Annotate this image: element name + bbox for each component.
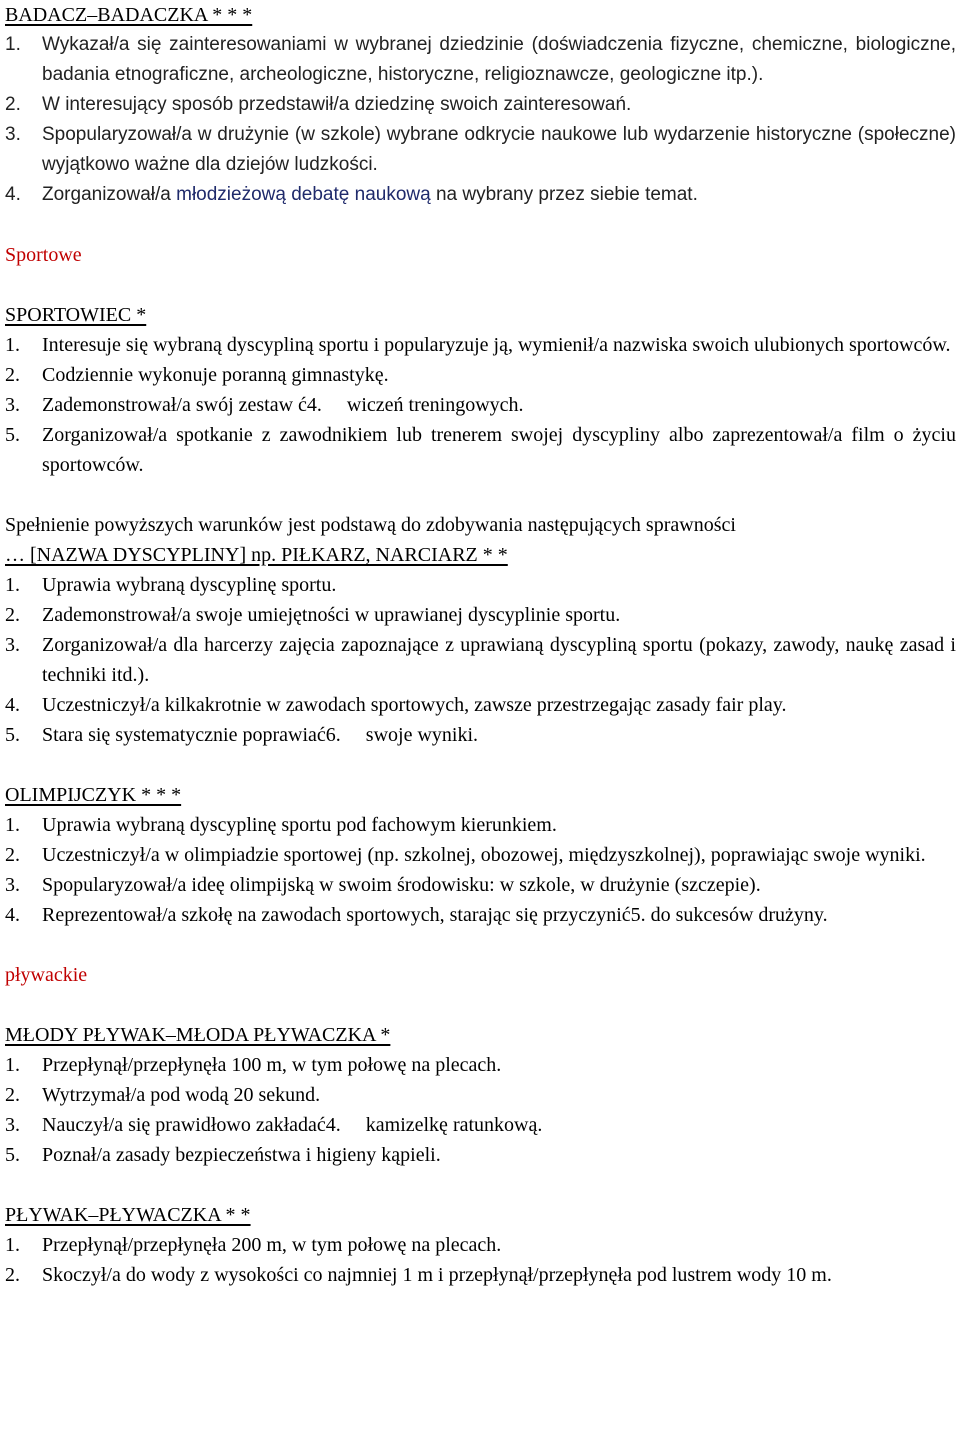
list-item: [5, 720, 956, 750]
item-text: Uprawia wybraną dyscyplinę sportu.: [42, 574, 337, 596]
item-number: 5.: [5, 724, 20, 746]
item-text-part: na wybrany przez siebie temat.: [430, 184, 698, 205]
list-item: [5, 810, 956, 840]
plywak-requirements: [5, 1230, 956, 1290]
sportowiec-section-header: [5, 300, 956, 330]
item-number: 1.: [5, 334, 20, 356]
spacer: [5, 930, 956, 960]
item-number: 4.: [5, 904, 20, 926]
item-number: 2.: [5, 844, 20, 866]
item-text: Codziennie wykonuje poranną gimnastykę.: [42, 364, 389, 386]
list-item: [5, 840, 956, 870]
item-text: Wytrzymał/a pod wodą 20 sekund.: [42, 1084, 321, 1106]
item-number: 1.: [5, 1054, 20, 1076]
item-text: Zorganizował/a spotkanie z zawodnikiem lub trenerem swojej dyscypliny albo zaprezentował/a film o życiu sportowców.: [42, 424, 956, 476]
item-text: Nauczył/a się prawidłowo zakładać4. kamizelkę ratunkową.: [42, 1114, 543, 1136]
item-text: Zademonstrował/a swój zestaw ć4. wiczeń treningowych.: [42, 394, 524, 416]
item-number: 2.: [5, 94, 21, 115]
item-number: 2.: [5, 604, 20, 626]
list-item: [5, 180, 956, 210]
badacz-section-header: [5, 0, 956, 30]
item-text: Interesuje się wybraną dyscypliną sportu i popularyzuje ją, wymienił/a nazwiska swoich ulubionych sportowców.: [42, 334, 951, 356]
list-item: [5, 420, 956, 480]
conditions-note: Spełnienie powyższych warunków jest podstawą do zdobywania następujących sprawności: [5, 514, 736, 536]
item-number: 5.: [5, 1144, 20, 1166]
olimpijczyk-requirements: [5, 810, 956, 930]
list-item: [5, 1230, 956, 1260]
list-item: [5, 1140, 956, 1170]
item-number: 2.: [5, 1084, 20, 1106]
list-item: [5, 690, 956, 720]
list-item: [5, 900, 956, 930]
mlody-plywak-requirements: [5, 1050, 956, 1170]
dyscyplina-requirements: [5, 570, 956, 750]
item-number: 5.: [5, 424, 20, 446]
item-text: Skoczył/a do wody z wysokości co najmniej 1 m i przepłynął/przepłynęła pod lustrem wody 10 m.: [42, 1264, 832, 1286]
sportowiec-heading: SPORTOWIEC *: [5, 304, 147, 326]
item-text: W interesujący sposób przedstawił/a dziedzinę swoich zainteresowań.: [42, 94, 632, 115]
item-text: Przepłynął/przepłynęła 100 m, w tym połowę na plecach.: [42, 1054, 502, 1076]
item-text: Stara się systematycznie poprawiać6. swoje wyniki.: [42, 724, 478, 746]
list-item: [5, 120, 956, 180]
list-item: [5, 570, 956, 600]
item-text-highlight: młodzieżową debatę naukową: [176, 184, 431, 205]
spacer: [5, 1170, 956, 1200]
item-number: 3.: [5, 124, 21, 145]
list-item: [5, 870, 956, 900]
list-item: [5, 1050, 956, 1080]
item-text: Reprezentował/a szkołę na zawodach sportowych, starając się przyczynić5. do sukcesów drużyny.: [42, 904, 828, 926]
list-item: [5, 90, 956, 120]
olimpijczyk-section-header: [5, 780, 956, 810]
spacer: [5, 270, 956, 300]
item-text: Poznał/a zasady bezpieczeństwa i higieny kąpieli.: [42, 1144, 441, 1166]
list-item: [5, 600, 956, 630]
item-text: Zademonstrował/a swoje umiejętności w uprawianej dyscyplinie sportu.: [42, 604, 621, 626]
item-text: Przepłynął/przepłynęła 200 m, w tym połowę na plecach.: [42, 1234, 502, 1256]
item-text: Spopularyzował/a w drużynie (w szkole) wybrane odkrycie naukowe lub wydarzenie historyczne (społeczne) wyjątkowo ważne dla dziejów ludzkości.: [42, 124, 956, 175]
list-item: [5, 30, 956, 90]
dyscyplina-heading: … [NAZWA DYSCYPLINY] np. PIŁKARZ, NARCIARZ * *: [5, 544, 508, 566]
badacz-heading: BADACZ–BADACZKA * * *: [5, 4, 253, 26]
item-number: 4.: [5, 694, 20, 716]
item-number: 2.: [5, 364, 20, 386]
spacer: [5, 750, 956, 780]
plywak-heading: PŁYWAK–PŁYWACZKA * *: [5, 1204, 251, 1226]
item-text-part: Zorganizował/a: [42, 184, 177, 205]
plywak-section-header: [5, 1200, 956, 1230]
item-text: Wykazał/a się zainteresowaniami w wybranej dziedzinie (doświadczenia fizyczne, chemiczne, biologiczne, badania etnograficzne, archeologiczne, historyczne, religioznawcze, geologiczne itp.).: [42, 34, 956, 85]
item-text: Spopularyzował/a ideę olimpijską w swoim środowisku: w szkole, w drużynie (szczepie).: [42, 874, 761, 896]
item-number: 3.: [5, 874, 20, 896]
olimpijczyk-heading: OLIMPIJCZYK * * *: [5, 784, 182, 806]
category-plywackie: pływackie: [5, 964, 88, 986]
list-item: [5, 1110, 956, 1140]
list-item: [5, 630, 956, 690]
dyscyplina-section-header: [5, 540, 956, 570]
spacer: [5, 480, 956, 510]
list-item: [5, 330, 956, 360]
item-text: Uczestniczył/a w olimpiadzie sportowej (np. szkolnej, obozowej, międzyszkolnej), poprawiając swoje wyniki.: [42, 844, 926, 866]
spacer: [5, 990, 956, 1020]
item-number: 1.: [5, 574, 20, 596]
mlody-plywak-section-header: [5, 1020, 956, 1050]
item-number: 4.: [5, 184, 21, 205]
item-text: Uczestniczył/a kilkakrotnie w zawodach sportowych, zawsze przestrzegając zasady fair play.: [42, 694, 787, 716]
category-sportowe: Sportowe: [5, 244, 82, 266]
sportowiec-requirements: [5, 330, 956, 480]
item-text: Zorganizował/a dla harcerzy zajęcia zapoznające z uprawianą dyscypliną sportu (pokazy, zawody, naukę zasad i techniki itd.).: [42, 634, 956, 686]
list-item: [5, 1080, 956, 1110]
list-item: [5, 360, 956, 390]
item-text: [42, 184, 698, 205]
list-item: [5, 1260, 956, 1290]
item-number: 2.: [5, 1264, 20, 1286]
item-text: Uprawia wybraną dyscyplinę sportu pod fachowym kierunkiem.: [42, 814, 557, 836]
item-number: 1.: [5, 814, 20, 836]
spacer: [5, 210, 956, 240]
item-number: 3.: [5, 1114, 20, 1136]
item-number: 1.: [5, 1234, 20, 1256]
item-number: 3.: [5, 394, 20, 416]
badacz-requirements: [5, 30, 956, 210]
list-item: [5, 390, 956, 420]
item-number: 3.: [5, 634, 20, 656]
mlody-plywak-heading: MŁODY PŁYWAK–MŁODA PŁYWACZKA *: [5, 1024, 391, 1046]
item-number: 1.: [5, 34, 21, 55]
